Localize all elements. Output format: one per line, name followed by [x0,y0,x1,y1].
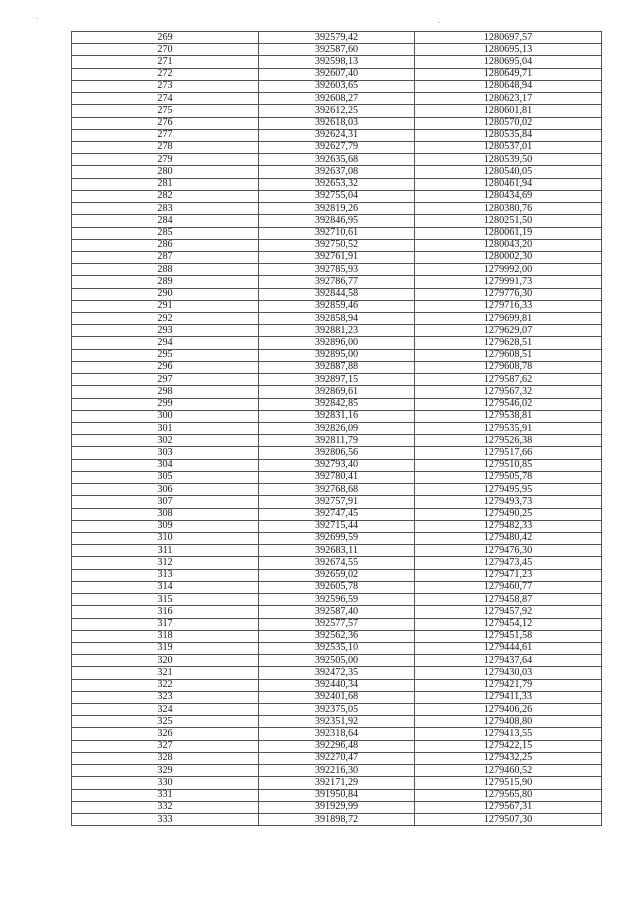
table-row [72,178,602,190]
point-number-cell: 269 [72,32,259,44]
table-row [72,337,602,349]
y-coordinate-cell: 1279628,51 [415,337,602,349]
y-coordinate-cell: 1279432,25 [415,752,602,764]
table-row [72,557,602,569]
table-row [72,484,602,496]
table-row [72,496,602,508]
x-coordinate-cell: 392535,10 [259,642,415,654]
point-number-cell: 314 [72,581,259,593]
point-number-cell: 299 [72,398,259,410]
point-number-cell: 276 [72,117,259,129]
point-number-cell: 323 [72,691,259,703]
table-row [72,251,602,263]
x-coordinate-cell: 392869,61 [259,386,415,398]
x-coordinate-cell: 392846,95 [259,215,415,227]
table-row [72,581,602,593]
x-coordinate-cell: 392896,00 [259,337,415,349]
table-row [72,141,602,153]
x-coordinate-cell: 392811,79 [259,435,415,447]
x-coordinate-cell: 392881,23 [259,325,415,337]
point-number-cell: 292 [72,313,259,325]
point-number-cell: 306 [72,484,259,496]
point-number-cell: 290 [72,288,259,300]
point-number-cell: 272 [72,68,259,80]
point-number-cell: 309 [72,520,259,532]
y-coordinate-cell: 1279490,25 [415,508,602,520]
y-coordinate-cell: 1279535,91 [415,423,602,435]
x-coordinate-cell: 392785,93 [259,264,415,276]
point-number-cell: 311 [72,545,259,557]
table-row [72,386,602,398]
scan-speck [438,22,440,23]
table-row [72,435,602,447]
point-number-cell: 274 [72,93,259,105]
table-row [72,313,602,325]
y-coordinate-cell: 1279458,87 [415,594,602,606]
x-coordinate-cell: 392296,48 [259,740,415,752]
x-coordinate-cell: 391898,72 [259,814,415,826]
y-coordinate-cell: 1279505,78 [415,471,602,483]
table-row [72,239,602,251]
point-number-cell: 301 [72,423,259,435]
x-coordinate-cell: 392587,40 [259,606,415,618]
table-row [72,508,602,520]
point-number-cell: 315 [72,594,259,606]
table-row [72,276,602,288]
point-number-cell: 288 [72,264,259,276]
y-coordinate-cell: 1279482,33 [415,520,602,532]
y-coordinate-cell: 1279422,15 [415,740,602,752]
y-coordinate-cell: 1279451,58 [415,630,602,642]
y-coordinate-cell: 1279515,90 [415,777,602,789]
point-number-cell: 279 [72,154,259,166]
table-row [72,704,602,716]
y-coordinate-cell: 1279473,45 [415,557,602,569]
table-row [72,814,602,826]
y-coordinate-cell: 1279454,12 [415,618,602,630]
y-coordinate-cell: 1279699,81 [415,313,602,325]
table-row [72,288,602,300]
point-number-cell: 296 [72,361,259,373]
y-coordinate-cell: 1279457,92 [415,606,602,618]
table-row [72,227,602,239]
x-coordinate-cell: 392826,09 [259,423,415,435]
point-number-cell: 280 [72,166,259,178]
point-number-cell: 271 [72,56,259,68]
table-row [72,679,602,691]
table-row [72,32,602,44]
table-row [72,154,602,166]
x-coordinate-cell: 392683,11 [259,545,415,557]
x-coordinate-cell: 392596,59 [259,594,415,606]
y-coordinate-cell: 1280649,71 [415,68,602,80]
table-row [72,80,602,92]
y-coordinate-cell: 1279495,95 [415,484,602,496]
x-coordinate-cell: 392635,68 [259,154,415,166]
y-coordinate-cell: 1279567,31 [415,801,602,813]
table-row [72,105,602,117]
point-number-cell: 329 [72,765,259,777]
x-coordinate-cell: 392806,56 [259,447,415,459]
point-number-cell: 327 [72,740,259,752]
x-coordinate-cell: 392171,29 [259,777,415,789]
table-row [72,667,602,679]
y-coordinate-cell: 1280623,17 [415,93,602,105]
x-coordinate-cell: 392505,00 [259,655,415,667]
y-coordinate-cell: 1280601,81 [415,105,602,117]
table-row [72,655,602,667]
x-coordinate-cell: 392216,30 [259,765,415,777]
x-coordinate-cell: 392440,34 [259,679,415,691]
table-row [72,789,602,801]
y-coordinate-cell: 1279411,33 [415,691,602,703]
x-coordinate-cell: 392699,59 [259,532,415,544]
x-coordinate-cell: 392897,15 [259,374,415,386]
point-number-cell: 289 [72,276,259,288]
y-coordinate-cell: 1279507,30 [415,814,602,826]
x-coordinate-cell: 392608,27 [259,93,415,105]
table-row [72,374,602,386]
table-row [72,765,602,777]
x-coordinate-cell: 392612,25 [259,105,415,117]
point-number-cell: 305 [72,471,259,483]
point-number-cell: 297 [72,374,259,386]
y-coordinate-cell: 1279476,30 [415,545,602,557]
point-number-cell: 324 [72,704,259,716]
y-coordinate-cell: 1279460,52 [415,765,602,777]
table-row [72,166,602,178]
point-number-cell: 312 [72,557,259,569]
table-row [72,618,602,630]
x-coordinate-cell: 392351,92 [259,716,415,728]
point-number-cell: 287 [72,251,259,263]
x-coordinate-cell: 392674,55 [259,557,415,569]
table-row [72,532,602,544]
table-row [72,459,602,471]
x-coordinate-cell: 392710,61 [259,227,415,239]
x-coordinate-cell: 392819,26 [259,203,415,215]
y-coordinate-cell: 1280697,57 [415,32,602,44]
x-coordinate-cell: 392750,52 [259,239,415,251]
x-coordinate-cell: 392887,88 [259,361,415,373]
y-coordinate-cell: 1279437,64 [415,655,602,667]
y-coordinate-cell: 1280537,01 [415,141,602,153]
y-coordinate-cell: 1279413,55 [415,728,602,740]
point-number-cell: 283 [72,203,259,215]
table-row [72,801,602,813]
y-coordinate-cell: 1279608,78 [415,361,602,373]
table-row [72,68,602,80]
point-number-cell: 277 [72,129,259,141]
point-number-cell: 284 [72,215,259,227]
point-number-cell: 304 [72,459,259,471]
point-number-cell: 278 [72,141,259,153]
y-coordinate-cell: 1279471,23 [415,569,602,581]
point-number-cell: 286 [72,239,259,251]
y-coordinate-cell: 1279510,85 [415,459,602,471]
point-number-cell: 273 [72,80,259,92]
table-row [72,594,602,606]
x-coordinate-cell: 392780,41 [259,471,415,483]
point-number-cell: 293 [72,325,259,337]
table-row [72,423,602,435]
y-coordinate-cell: 1279546,02 [415,398,602,410]
x-coordinate-cell: 392607,40 [259,68,415,80]
y-coordinate-cell: 1280539,50 [415,154,602,166]
x-coordinate-cell: 392786,77 [259,276,415,288]
table-row [72,545,602,557]
point-number-cell: 270 [72,44,259,56]
y-coordinate-cell: 1280251,50 [415,215,602,227]
x-coordinate-cell: 391950,84 [259,789,415,801]
x-coordinate-cell: 392401,68 [259,691,415,703]
y-coordinate-cell: 1279608,51 [415,349,602,361]
point-number-cell: 313 [72,569,259,581]
y-coordinate-cell: 1279460,77 [415,581,602,593]
y-coordinate-cell: 1280695,04 [415,56,602,68]
y-coordinate-cell: 1279526,38 [415,435,602,447]
point-number-cell: 303 [72,447,259,459]
x-coordinate-cell: 392579,42 [259,32,415,44]
table-row [72,203,602,215]
point-number-cell: 317 [72,618,259,630]
table-row [72,215,602,227]
point-number-cell: 319 [72,642,259,654]
table-row [72,691,602,703]
x-coordinate-cell: 392715,44 [259,520,415,532]
point-number-cell: 294 [72,337,259,349]
table-row [72,569,602,581]
y-coordinate-cell: 1279716,33 [415,300,602,312]
y-coordinate-cell: 1279991,73 [415,276,602,288]
point-number-cell: 308 [72,508,259,520]
x-coordinate-cell: 392755,04 [259,190,415,202]
table-row [72,300,602,312]
x-coordinate-cell: 392761,91 [259,251,415,263]
table-row [72,740,602,752]
y-coordinate-cell: 1279776,30 [415,288,602,300]
y-coordinate-cell: 1280540,05 [415,166,602,178]
y-coordinate-cell: 1280380,76 [415,203,602,215]
x-coordinate-cell: 392831,16 [259,410,415,422]
point-number-cell: 330 [72,777,259,789]
table-row [72,264,602,276]
x-coordinate-cell: 392659,02 [259,569,415,581]
y-coordinate-cell: 1280648,94 [415,80,602,92]
y-coordinate-cell: 1279430,03 [415,667,602,679]
point-number-cell: 325 [72,716,259,728]
x-coordinate-cell: 392598,13 [259,56,415,68]
table-row [72,630,602,642]
x-coordinate-cell: 392747,45 [259,508,415,520]
x-coordinate-cell: 392858,94 [259,313,415,325]
y-coordinate-cell: 1279421,79 [415,679,602,691]
table-row [72,117,602,129]
point-number-cell: 307 [72,496,259,508]
y-coordinate-cell: 1279517,66 [415,447,602,459]
y-coordinate-cell: 1279406,26 [415,704,602,716]
x-coordinate-cell: 392842,85 [259,398,415,410]
y-coordinate-cell: 1280434,69 [415,190,602,202]
y-coordinate-cell: 1279444,61 [415,642,602,654]
point-number-cell: 331 [72,789,259,801]
y-coordinate-cell: 1279567,32 [415,386,602,398]
table-row [72,190,602,202]
y-coordinate-cell: 1279587,62 [415,374,602,386]
table-row [72,520,602,532]
x-coordinate-cell: 392577,57 [259,618,415,630]
x-coordinate-cell: 392618,03 [259,117,415,129]
x-coordinate-cell: 392627,79 [259,141,415,153]
table-row [72,752,602,764]
point-number-cell: 291 [72,300,259,312]
point-number-cell: 285 [72,227,259,239]
point-number-cell: 321 [72,667,259,679]
x-coordinate-cell: 392637,08 [259,166,415,178]
table-row [72,728,602,740]
y-coordinate-cell: 1280043,20 [415,239,602,251]
x-coordinate-cell: 392587,60 [259,44,415,56]
x-coordinate-cell: 392895,00 [259,349,415,361]
point-number-cell: 300 [72,410,259,422]
table-row [72,471,602,483]
x-coordinate-cell: 392603,65 [259,80,415,92]
x-coordinate-cell: 392318,64 [259,728,415,740]
x-coordinate-cell: 392624,31 [259,129,415,141]
x-coordinate-cell: 392653,32 [259,178,415,190]
y-coordinate-cell: 1280061,19 [415,227,602,239]
x-coordinate-cell: 392270,47 [259,752,415,764]
table-row [72,56,602,68]
point-number-cell: 320 [72,655,259,667]
point-number-cell: 333 [72,814,259,826]
y-coordinate-cell: 1279565,80 [415,789,602,801]
point-number-cell: 322 [72,679,259,691]
point-number-cell: 332 [72,801,259,813]
table-row [72,325,602,337]
point-number-cell: 310 [72,532,259,544]
table-row [72,361,602,373]
x-coordinate-cell: 392562,36 [259,630,415,642]
table-row [72,93,602,105]
point-number-cell: 281 [72,178,259,190]
y-coordinate-cell: 1279493,73 [415,496,602,508]
table-row [72,410,602,422]
table-row [72,777,602,789]
x-coordinate-cell: 392859,46 [259,300,415,312]
point-number-cell: 318 [72,630,259,642]
point-number-cell: 295 [72,349,259,361]
point-number-cell: 316 [72,606,259,618]
x-coordinate-cell: 392472,35 [259,667,415,679]
table-row [72,349,602,361]
table-row [72,398,602,410]
point-number-cell: 302 [72,435,259,447]
table-row [72,606,602,618]
point-number-cell: 282 [72,190,259,202]
x-coordinate-cell: 392793,40 [259,459,415,471]
table-row [72,129,602,141]
point-number-cell: 275 [72,105,259,117]
y-coordinate-cell: 1279408,80 [415,716,602,728]
scan-speck [36,18,38,19]
y-coordinate-cell: 1280461,94 [415,178,602,190]
y-coordinate-cell: 1280535,84 [415,129,602,141]
x-coordinate-cell: 391929,99 [259,801,415,813]
point-number-cell: 328 [72,752,259,764]
y-coordinate-cell: 1280570,02 [415,117,602,129]
y-coordinate-cell: 1279480,42 [415,532,602,544]
y-coordinate-cell: 1280002,30 [415,251,602,263]
point-number-cell: 298 [72,386,259,398]
x-coordinate-cell: 392757,91 [259,496,415,508]
y-coordinate-cell: 1279629,07 [415,325,602,337]
y-coordinate-cell: 1280695,13 [415,44,602,56]
coordinates-table [71,31,602,826]
coordinates-table-body [72,32,602,826]
y-coordinate-cell: 1279538,81 [415,410,602,422]
table-row [72,447,602,459]
table-row [72,642,602,654]
point-number-cell: 326 [72,728,259,740]
x-coordinate-cell: 392844,58 [259,288,415,300]
x-coordinate-cell: 392605,78 [259,581,415,593]
table-row [72,44,602,56]
y-coordinate-cell: 1279992,00 [415,264,602,276]
table-row [72,716,602,728]
x-coordinate-cell: 392375,05 [259,704,415,716]
x-coordinate-cell: 392768,68 [259,484,415,496]
